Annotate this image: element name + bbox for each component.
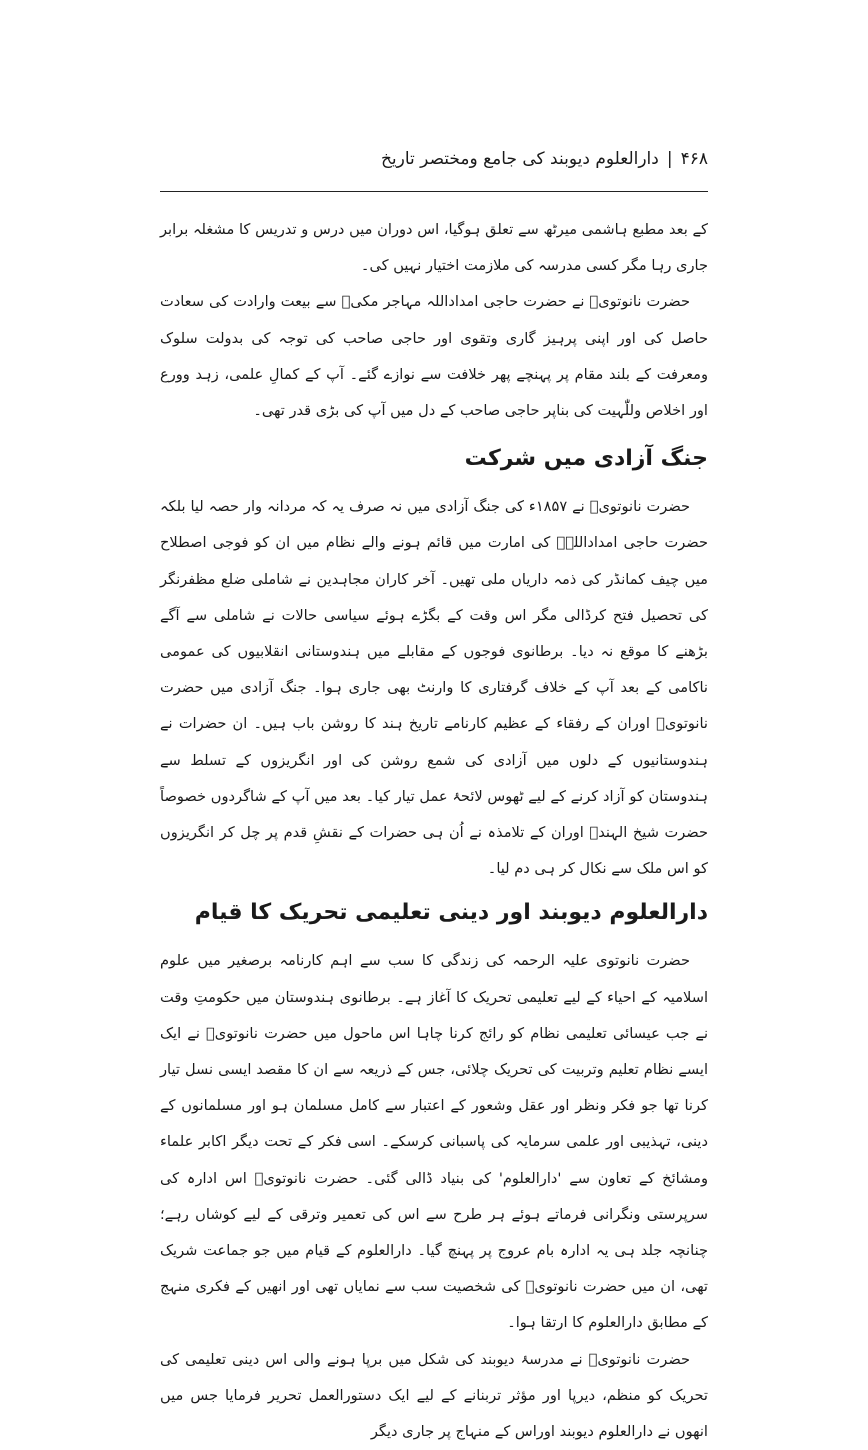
running-header: [160, 146, 708, 172]
paragraph: کے بعد مطبع ہاشمی میرٹھ سے تعلق ہوگیا، اس دوران میں درس و تدریس کا مشغلہ برابر جاری رہا مگر کسی مدرسہ کی ملازمت اختیار نہیں کی۔: [160, 221, 708, 275]
section-heading: جنگ آزادی میں شرکت: [464, 446, 708, 472]
paragraph: حضرت نانوتویؒ نے ۱۸۵۷ء کی جنگ آزادی میں نہ صرف یہ کہ مردانہ وار حصہ لیا بلکہ حضرت حاجی امداداللہؒ کی امارت میں قائم ہونے والے نظام میں ان کو فوجی اصطلاح میں چیف کمانڈر کی ذمہ داریاں ملی تھیں۔ آخر کاران مجاہدین نے شاملی ضلع مظفرنگر کی تحصیل فتح کرڈالی مگر اس وقت کے بگڑے ہوئے سیاسی حالات نے شاملی سے آگے بڑھنے کا موقع نہ دیا۔ برطانوی فوجوں کے مقابلے میں ہندوستانی انقلابیوں کی عمومی ناکامی کے بعد آپ کے خلاف گرفتاری کا وارنٹ بھی جاری ہوا۔ جنگ آزادی میں حضرت نانوتویؒ اوران کے رفقاء کے عظیم کارنامے تاریخ ہند کا روشن باب ہیں۔ ان حضرات نے ہندوستانیوں کے دلوں میں آزادی کی شمع روشن کی اور انگریزوں کے تسلط سے ہندوستان کو آزاد کرنے کے لیے ٹھوس لائحۂ عمل تیار کیا۔ بعد میں آپ کے شاگردوں خصوصاً حضرت شیخ الہندؒ اوران کے تلامذہ نے اُن ہی حضرات کے نقشِ قدم پر چل کر انگریزوں کو اس ملک سے نکال کر ہی دم لیا۔: [160, 498, 708, 878]
header-rule: [160, 191, 708, 192]
header-separator: |: [666, 149, 673, 169]
page-number: ۴۶۸: [680, 149, 708, 169]
paragraph: حضرت نانوتویؒ نے حضرت حاجی امداداللہ مہاجر مکیؒ سے بیعت وارادت کی سعادت حاصل کی اور اپنی پرہیز گاری وتقوی اور حاجی صاحب کی توجہ کی بدولت سلوک ومعرفت کے بلند مقام پر پہنچے پھر خلافت سے نوازے گئے۔ آپ کے کمالِ علمی، زہد وورع اور اخلاص وللّٰہیت کی بناپر حاجی صاحب کے دل میں آپ کی بڑی قدر تھی۔: [160, 293, 708, 420]
paragraph: حضرت نانوتویؒ نے مدرسۂ دیوبند کی شکل میں برپا ہونے والی اس دینی تعلیمی کی تحریک کو منظم، دیرپا اور مؤثر تربنانے کے لیے ایک دستورالعمل تحریر فرمایا جس میں انھوں نے دارالعلوم دیوبند اوراس کے منہاج پر جاری دیگر: [160, 1350, 708, 1441]
running-title: دارالعلوم دیوبند کی جامع ومختصر تاریخ: [380, 149, 659, 169]
page-body: [160, 212, 708, 1450]
paragraph: حضرت نانوتوی علیہ الرحمہ کی زندگی کا سب سے اہم کارنامہ برصغیر میں علوم اسلامیہ کے احیاء کے لیے تعلیمی تحریک کا آغاز ہے۔ برطانوی ہندوستان میں حکومتِ وقت نے جب عیسائی تعلیمی نظام کو رائج کرنا چاہا اس ماحول میں حضرت نانوتویؒ نے ایک ایسے نظام تعلیم وتربیت کی تحریک چلائی، جس کے ذریعہ سے ان کا مقصد ایسی نسل تیار کرنا تھا جو فکر ونظر اور عقل وشعور کے اعتبار سے کامل مسلمان ہو اور مسلمانوں کے دینی، تہذیبی اور علمی سرمایہ کی پاسبانی کرسکے۔ اسی فکر کے تحت دیگر اکابر علماء ومشائخ کے تعاون سے 'دارالعلوم' کی بنیاد ڈالی گئی۔ حضرت نانوتویؒ اس ادارہ کی سرپرستی ونگرانی فرماتے ہوئے ہر طرح سے اس کی تعمیر وترقی کے لیے کوشاں رہے؛ چنانچہ جلد ہی یہ ادارہ بام عروج پر پہنچ گیا۔ دارالعلوم کے قیام میں جو جماعت شریک تھی، ان میں حضرت نانوتویؒ کی شخصیت سب سے نمایاں تھی اور انھیں کے فکری منہج کے مطابق دارالعلوم کا ارتقا ہوا۔: [160, 952, 708, 1332]
section-heading: دارالعلوم دیوبند اور دینی تعلیمی تحریک کا قیام: [194, 900, 708, 926]
